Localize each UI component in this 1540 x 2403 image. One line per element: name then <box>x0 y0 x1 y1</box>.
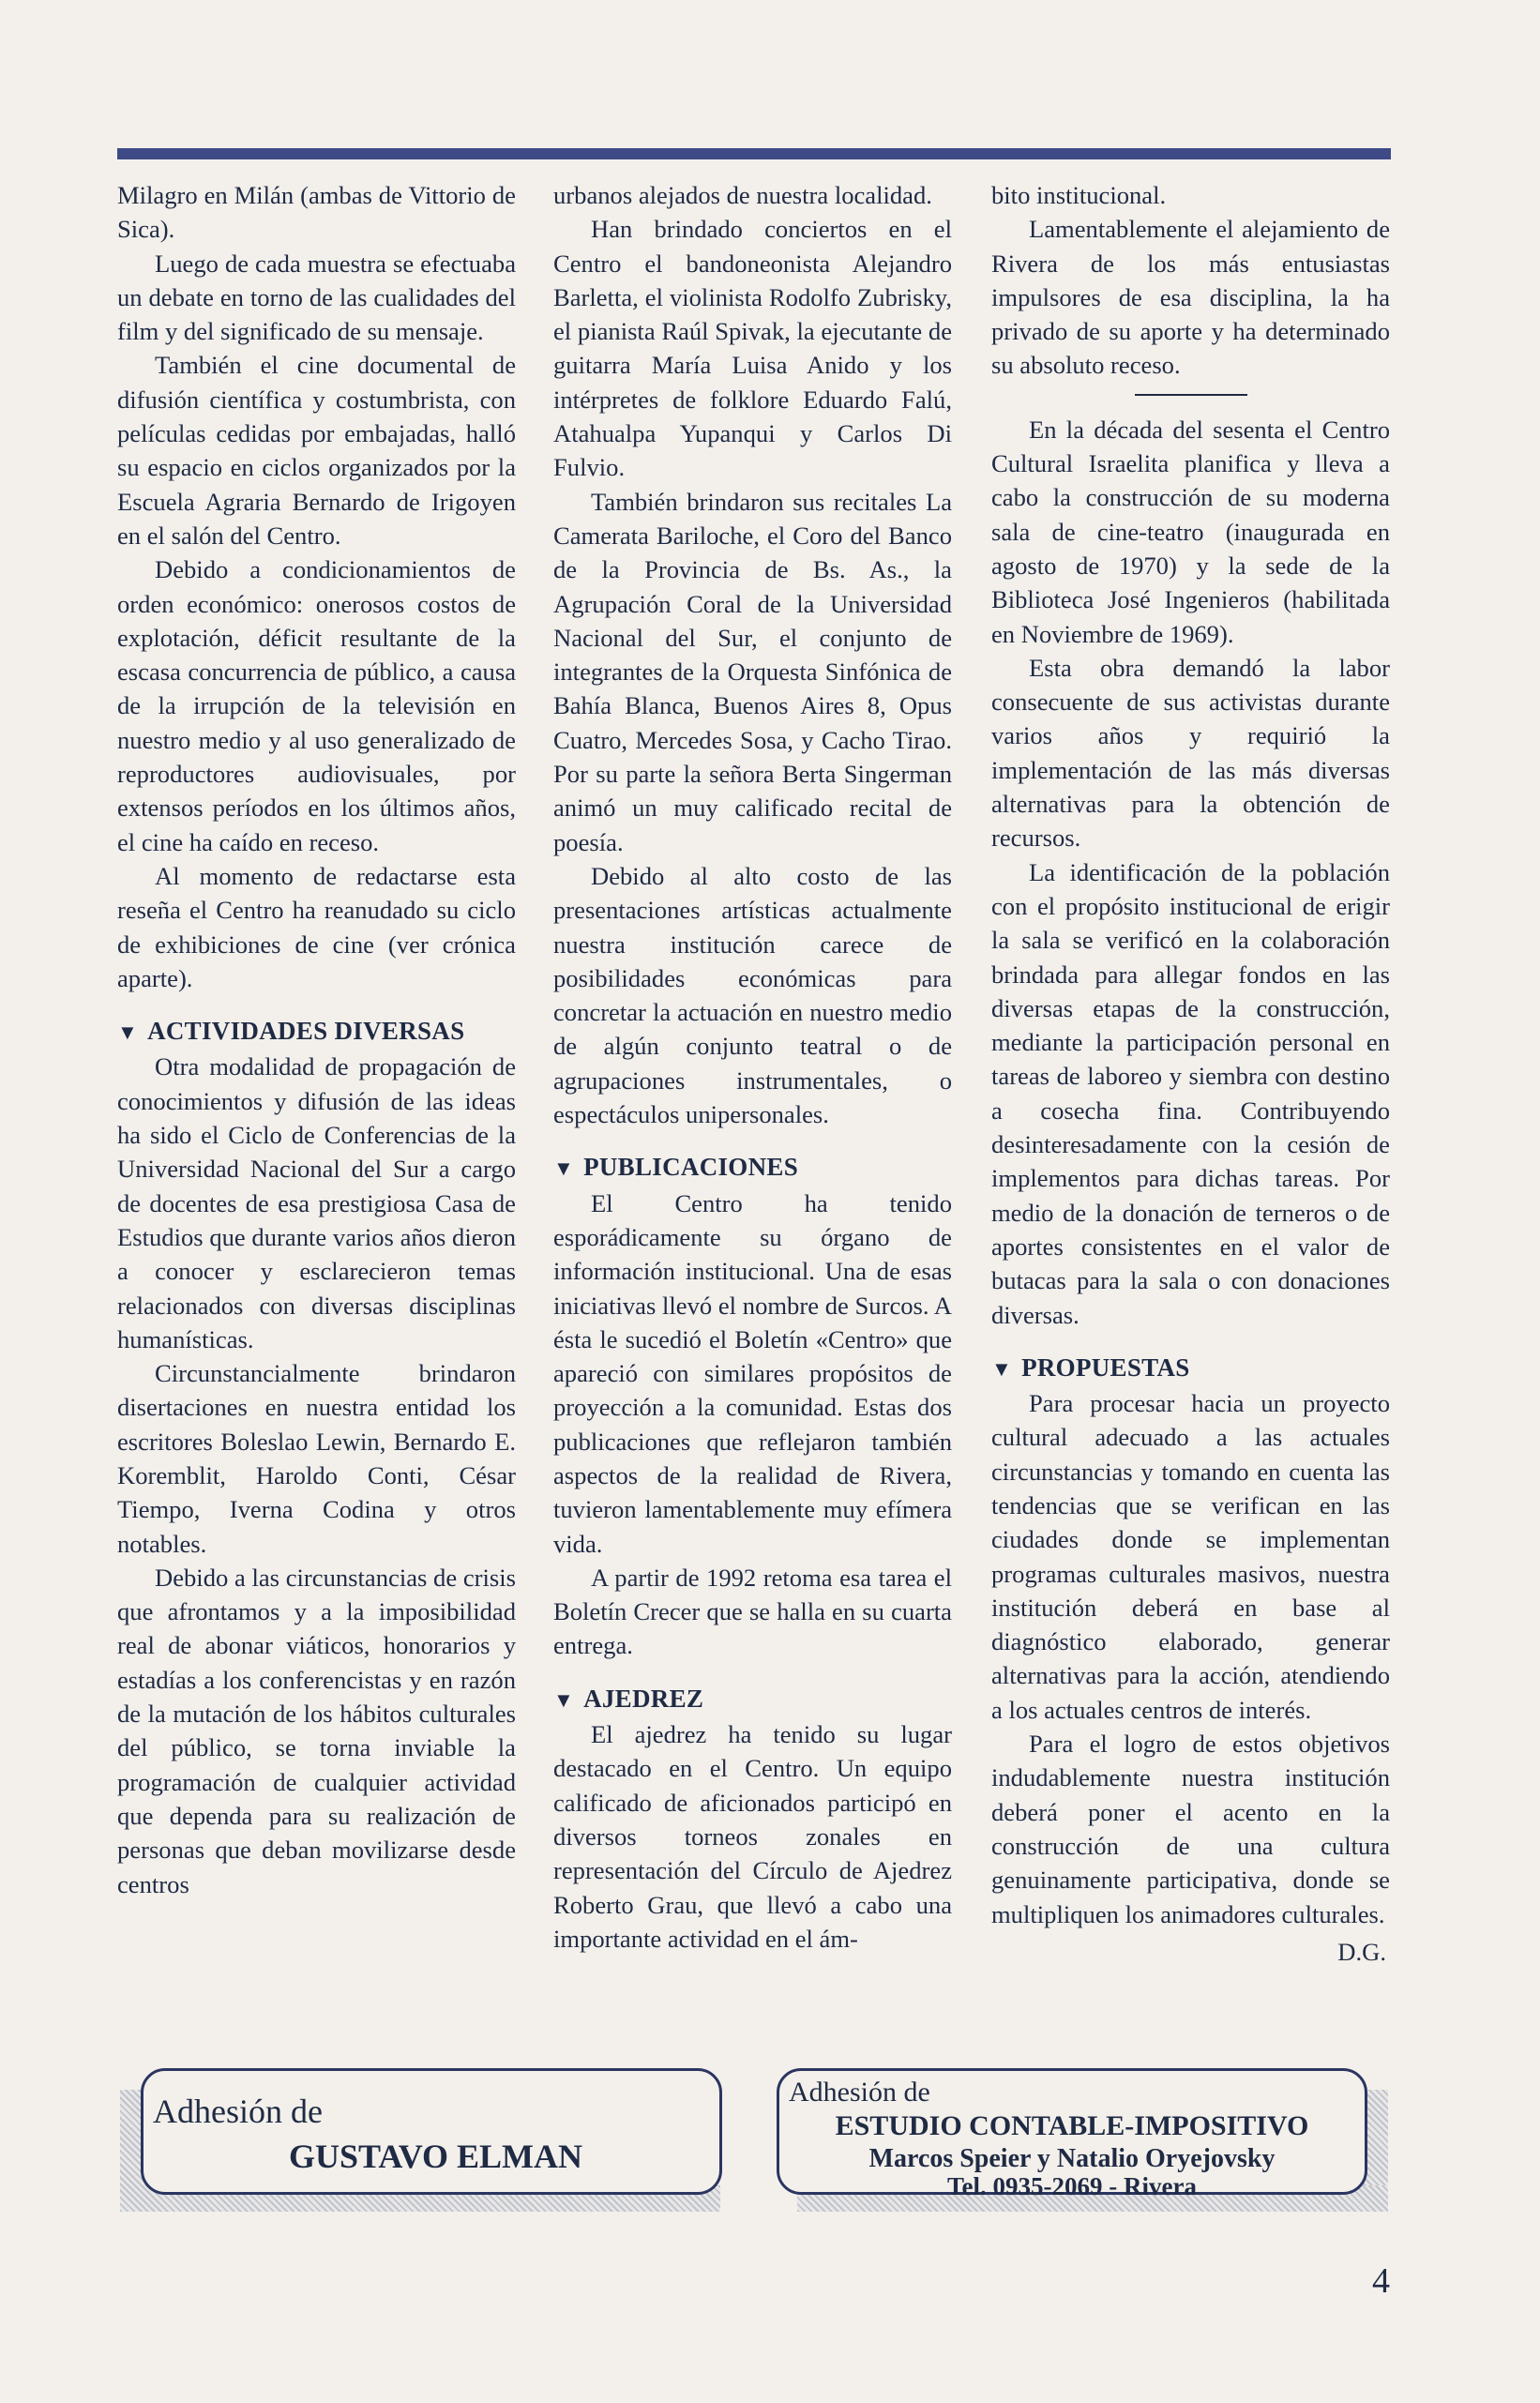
section-heading-propuestas: ▼ PROPUESTAS <box>991 1353 1190 1382</box>
column-3 <box>991 178 1390 1969</box>
paragraph: Han brindado conciertos en el Centro el bandoneonista Alejandro Barletta, el violinista Rodolfo Zubrisky, el pianista Raúl Spivak, la ejecutante de guitarra María Luisa Anido y los intérpretes de folklore Eduardo Falú, Atahualpa Yupanqui y Carlos Di Fulvio. <box>553 215 952 482</box>
paragraph: En la década del sesenta el Centro Cultural Israelita planifica y lleva a cabo la construcción de su moderna sala de cine-teatro (inaugurada en agosto de 1970) y la sede de la Biblioteca José Ingenieros (habilitada en Noviembre de 1969). <box>991 415 1390 648</box>
section-heading-publicaciones: ▼ PUBLICACIONES <box>553 1153 799 1182</box>
ad-line: GUSTAVO ELMAN <box>289 2138 582 2175</box>
paragraph: Milagro en Milán (ambas de Vittorio de Sica). <box>117 181 516 244</box>
paragraph: Circunstancialmente brindaron disertaciones en nuestra entidad los escritores Boleslao Lewin, Bernardo E. Koremblit, Haroldo Conti, César Tiempo, Iverna Codina y otros notables. <box>117 1359 516 1558</box>
paragraph: Para el logro de estos objetivos indudablemente nuestra institución deberá poner el acento en la construcción de una cultura genuinamente participativa, donde se multipliquen los animadores culturales. <box>991 1730 1390 1928</box>
paragraph: Para procesar hacia un proyecto cultural adecuado a las actuales circunstancias y tomando en cuenta las tendencias que se verifican en las ciudades donde se implementan programas culturales masivos, nuestra institución deberá en base al diagnóstico elaborado, generar alternativas para la acción, atendiendo a los actuales centros de interés. <box>991 1389 1390 1724</box>
paragraph: Debido a condicionamientos de orden económico: onerosos costos de explotación, déficit resultante de la escasa concurrencia de público, a causa de la irrupción de la televisión en nuestro medio y al uso generalizado de reproductores audiovisuales, por extensos períodos en los últimos años, el cine ha caído en receso. <box>117 555 516 856</box>
paragraph: Debido al alto costo de las presentaciones artísticas actualmente nuestra institución carece de posibilidades económicas para concretar la actuación en nuestro medio de algún conjunto teatral o de agrupaciones instrumentales, o espectáculos unipersonales. <box>553 861 952 1129</box>
paragraph: También brindaron sus recitales La Camerata Bariloche, el Coro del Banco de la Provincia de Bs. As., la Agrupación Coral de la Universidad Nacional del Sur, el conjunto de integrantes de la Orquesta Sinfónica de Bahía Blanca, Buenos Aires 8, Opus Cuatro, Mercedes Sosa, y Cacho Tirao. Por su parte la señora Berta Singerman animó un muy calificado recital de poesía. <box>553 487 952 856</box>
paragraph: Debido a las circunstancias de crisis que afrontamos y a la imposibilidad real de abonar viáticos, honorarios y estadías a los conferencistas y en razón de la mutación de los hábitos culturales del público, se torna inviable la programación de cualquier actividad que dependa para su realización de personas que deban movilizarse desde centros <box>117 1563 516 1898</box>
triangle-bullet-icon: ▼ <box>553 1156 575 1181</box>
top-rule <box>117 148 1391 159</box>
paragraph: También el cine documental de difusión científica y costumbrista, con películas cedidas por embajadas, halló su espacio en ciclos organizados por la Escuela Agraria Bernardo de Irigoyen en el salón del Centro. <box>117 351 516 550</box>
ad-line: Adhesión de <box>789 2077 930 2108</box>
paragraph: La identificación de la población con el propósito institucional de erigir la sala se verificó en la colaboración brindada para allegar fondos en las diversas etapas de la construcción, mediante la participación personal en tareas de laboreo y siembra con destino a cosecha fina. Contribuyendo desinteresadamente con la cesión de implementos para dichas tareas. Por medio de la donación de terneros o de aportes consistentes en el valor de butacas para la sala o con donaciones diversas. <box>991 857 1390 1329</box>
paragraph: Luego de cada muestra se efectuaba un debate en torno de las cualidades del film y del significado de su mensaje. <box>117 249 516 346</box>
ad-line: Adhesión de <box>153 2093 323 2130</box>
author-signature: D.G. <box>1337 1937 1386 1966</box>
ad-line: ESTUDIO CONTABLE-IMPOSITIVO <box>835 2110 1309 2141</box>
triangle-bullet-icon: ▼ <box>117 1020 139 1045</box>
paragraph: Otra modalidad de propagación de conocimientos y difusión de las ideas ha sido el Ciclo de Conferencias de la Universidad Nacional del Sur a cargo de docentes de esa prestigiosa Casa de Estudios que durante varios años dieron a conocer y esclarecieron temas relacionados con diversas disciplinas humanísticas. <box>117 1052 516 1353</box>
paragraph: El ajedrez ha tenido su lugar destacado en el Centro. Un equipo calificado de aficionados participó en diversos torneos zonales en representación del Círculo de Ajedrez Roberto Grau, que llevó a cabo una importante actividad en el ám- <box>553 1720 952 1953</box>
section-heading-actividades: ▼ ACTIVIDADES DIVERSAS <box>117 1017 465 1046</box>
section-heading-ajedrez: ▼ AJEDREZ <box>553 1684 704 1713</box>
paragraph: bito institucional. <box>991 181 1167 209</box>
ad-box-gustavo-elman <box>141 2068 722 2195</box>
paragraph: Al momento de redactarse esta reseña el Centro ha reanudado su ciclo de exhibiciones de cine (ver crónica aparte). <box>117 861 516 992</box>
column-1 <box>117 178 516 1901</box>
ad-line: Marcos Speier y Natalio Oryejovsky <box>868 2144 1276 2173</box>
paragraph: A partir de 1992 retoma esa tarea el Boletín Crecer que se halla en su cuarta entrega. <box>553 1563 952 1660</box>
ad-box-estudio-contable <box>777 2068 1367 2200</box>
ad-line: Tel. 0935-2069 - Rivera <box>947 2172 1197 2200</box>
separator-line <box>1135 394 1247 396</box>
page-number: 4 <box>1372 2261 1390 2301</box>
paragraph: Lamentablemente el alejamiento de Rivera de los más entusiastas impulsores de esa disciplina, la ha privado de su aporte y ha determinado su absoluto receso. <box>991 215 1390 380</box>
triangle-bullet-icon: ▼ <box>991 1356 1013 1381</box>
paragraph: urbanos alejados de nuestra localidad. <box>553 181 932 209</box>
column-2 <box>553 178 952 1956</box>
triangle-bullet-icon: ▼ <box>553 1687 575 1712</box>
paragraph: Esta obra demandó la labor consecuente de sus activistas durante varios años y requirió la implementación de las más diversas alternativas para la obtención de recursos. <box>991 653 1390 853</box>
paragraph: El Centro ha tenido esporádicamente su órgano de información institucional. Una de esas iniciativas llevó el nombre de Surcos. A ésta le sucedió el Boletín «Centro» que apareció con similares propósitos de proyección a la comunidad. Estas dos publicaciones que reflejaron también aspectos de la realidad de Rivera, tuvieron lamentablemente muy efímera vida. <box>553 1188 952 1558</box>
